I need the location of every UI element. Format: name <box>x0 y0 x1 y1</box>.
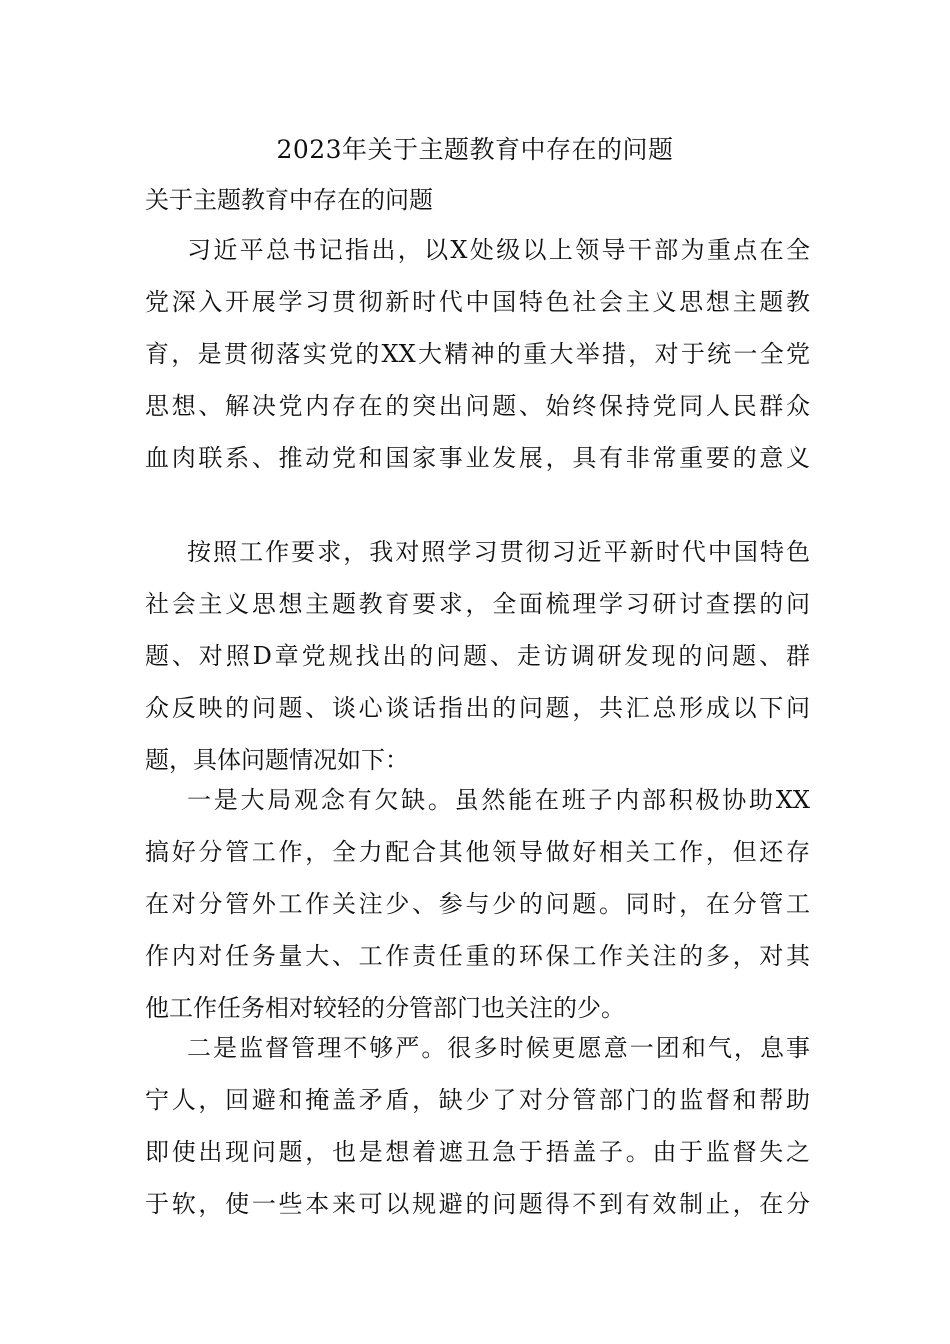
paragraph-line: 二是监督管理不够严。很多时候更愿意一团和气，息事 <box>187 1034 810 1062</box>
paragraph-line: 题、对照D章党规找出的问题、走访调研发现的问题、群 <box>145 642 810 670</box>
paragraph-line: 宁人，回避和掩盖矛盾，缺少了对分管部门的监督和帮助 <box>145 1086 810 1114</box>
paragraph-line: 习近平总书记指出，以X处级以上领导干部为重点在全 <box>187 236 810 264</box>
paragraph-line: 即使出现问题，也是想着遮丑急于捂盖子。由于监督失之 <box>145 1138 810 1166</box>
document-subtitle: 关于主题教育中存在的问题 <box>145 186 433 214</box>
paragraph-line: 思想、解决党内存在的突出问题、始终保持党同人民群众 <box>145 392 810 420</box>
paragraph-line: 社会主义思想主题教育要求，全面梳理学习研讨查摆的问 <box>145 590 810 618</box>
paragraph-line: 按照工作要求，我对照学习贯彻习近平新时代中国特色 <box>187 538 810 566</box>
paragraph-3 <box>145 774 810 1034</box>
paragraph-line: 作内对任务量大、工作责任重的环保工作关注的多，对其 <box>145 942 810 970</box>
paragraph-line: 党深入开展学习贯彻新时代中国特色社会主义思想主题教 <box>145 288 810 316</box>
paragraph-line: 搞好分管工作，全力配合其他领导做好相关工作，但还存 <box>145 838 810 866</box>
paragraph-line: 血肉联系、推动党和国家事业发展，具有非常重要的意义 <box>145 444 810 472</box>
paragraph-line: 于软，使一些本来可以规避的问题得不到有效制止，在分 <box>145 1190 810 1218</box>
paragraph-1 <box>145 224 810 484</box>
document-title: 2023年关于主题教育中存在的问题 <box>276 135 674 164</box>
paragraph-line: 在对分管外工作关注少、参与少的问题。同时，在分管工 <box>145 890 810 918</box>
paragraph-4 <box>145 1022 810 1230</box>
paragraph-line: 一是大局观念有欠缺。虽然能在班子内部积极协助XX <box>187 786 810 814</box>
paragraph-line: 题，具体问题情况如下： <box>145 746 409 774</box>
paragraph-2 <box>145 526 810 786</box>
paragraph-line: 育，是贯彻落实党的XX大精神的重大举措，对于统一全党 <box>145 340 810 368</box>
paragraph-line: 他工作任务相对较轻的分管部门也关注的少。 <box>145 994 625 1022</box>
paragraph-line: 众反映的问题、谈心谈话指出的问题，共汇总形成以下问 <box>145 694 810 722</box>
